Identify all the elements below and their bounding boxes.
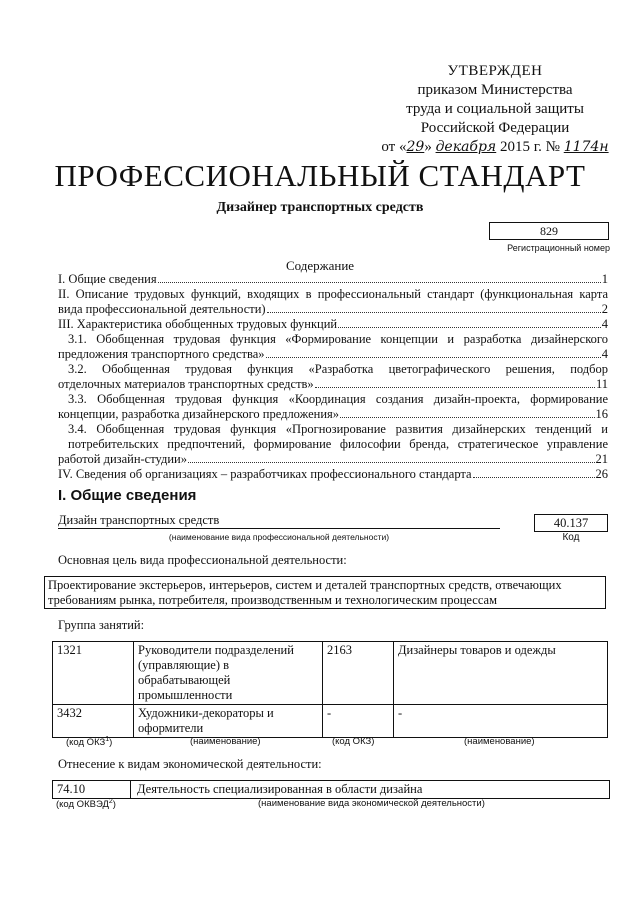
caption-text: ) [109, 737, 113, 749]
econ-caption [56, 798, 116, 810]
group-caption [66, 736, 112, 748]
order-line [380, 138, 610, 157]
toc-item-page: 21 [595, 452, 608, 466]
caption-text: (код ОКЗ [66, 737, 106, 749]
order-number: 1174н [563, 139, 609, 155]
okz-code-cell: 1321 [53, 642, 134, 705]
toc-item-page: 26 [595, 467, 608, 481]
document-subtitle: Дизайнер транспортных средств [216, 200, 424, 215]
group-caption: (наименование) [464, 736, 535, 747]
econ-activity-row [52, 780, 610, 799]
toc-item-text: предложения транспортного средства» [58, 347, 265, 361]
toc-item[interactable] [58, 422, 608, 467]
okz-name-cell: Руководители подразделений (управляющие) в обрабатывающей промышленности [134, 642, 323, 705]
toc-item[interactable] [58, 392, 608, 422]
toc-item-text: 3.1. Обобщенная трудовая функция «Формирование концепции и разработка дизайнерского [68, 332, 608, 346]
okz-code-cell: 2163 [323, 642, 394, 705]
toc-item-text: вида профессиональной деятельности) [58, 302, 266, 316]
section-title: I. Общие сведения [58, 487, 197, 504]
toc-item-page: 4 [601, 347, 608, 361]
toc-heading: Содержание [285, 258, 355, 273]
approval-block [380, 62, 610, 157]
registration-number: 829 [489, 222, 609, 240]
toc-item[interactable] [58, 272, 608, 287]
activity-name: Дизайн транспортных средств [58, 513, 500, 529]
toc-item-text: работой дизайн-студии» [58, 452, 187, 466]
table-row [53, 642, 608, 705]
group-caption: (код ОКЗ) [332, 736, 375, 747]
order-prefix: от « [381, 139, 407, 155]
toc-item-text: III. Характеристика обобщенных трудовых функций [58, 317, 338, 331]
toc-item-text: 3.3. Обобщенная трудовая функция «Координация создания дизайн-проекта, формирование [68, 392, 608, 406]
approval-line: Российской Федерации [420, 120, 570, 136]
okz-code-cell: 3432 [53, 705, 134, 738]
table-of-contents [58, 272, 608, 482]
activity-caption: (наименование вида профессиональной деятельности) [168, 532, 390, 542]
group-label: Группа занятий: [58, 618, 145, 632]
toc-item[interactable] [58, 332, 608, 362]
okz-name-cell: - [394, 705, 608, 738]
okz-name-cell: Художники-декораторы и оформители [134, 705, 323, 738]
okved-name-cell: Деятельность специализированная в области дизайна [137, 782, 423, 796]
order-quote: » [424, 139, 432, 155]
econ-caption: (наименование вида экономической деятельности) [258, 798, 485, 809]
okz-code-cell: - [323, 705, 394, 738]
toc-item-text: I. Общие сведения [58, 272, 157, 286]
table-row [53, 705, 608, 738]
registration-label: Регистрационный номер [507, 243, 610, 253]
approval-line: труда и социальной защиты [406, 101, 584, 117]
document-title: ПРОФЕССИОНАЛЬНЫЙ СТАНДАРТ [54, 158, 586, 193]
toc-item-page: 16 [595, 407, 608, 421]
goal-text: Проектирование экстерьеров, интерьеров, систем и деталей транспортных средств, отвечающих требованиям рынка, потребителя, производственным и технологическим процессам [44, 576, 606, 609]
toc-item[interactable] [58, 317, 608, 332]
activity-code: 40.137 [534, 514, 608, 532]
toc-item-text: 3.4. Обобщенная трудовая функция «Прогнозирование развития дизайнерских тенденций и потребительских предпочтений, формирование философии бренда, стратегическое управление [68, 422, 608, 451]
toc-item-page: 2 [601, 302, 608, 316]
occupation-groups-table [52, 641, 608, 738]
toc-item-page: 11 [595, 377, 608, 391]
toc-item-page: 1 [601, 272, 608, 286]
toc-item[interactable] [58, 287, 608, 317]
approval-line: приказом Министерства [417, 82, 573, 98]
footnote-mark[interactable]: 2 [108, 798, 113, 805]
okved-code-cell: 74.10 [53, 781, 131, 798]
toc-item[interactable] [58, 467, 608, 482]
toc-item-text: 3.2. Обобщенная трудовая функция «Разработка цветографического решения, подбор [68, 362, 608, 376]
approval-title: УТВЕРЖДЕН [447, 63, 543, 79]
order-month: декабря [435, 139, 497, 155]
group-caption: (наименование) [190, 736, 261, 747]
caption-text: (код ОКВЭД [56, 799, 109, 811]
toc-item-text: II. Описание трудовых функций, входящих в профессиональный стандарт (функциональная карта [58, 287, 608, 301]
okz-name-cell: Дизайнеры товаров и одежды [394, 642, 608, 705]
goal-label: Основная цель вида профессиональной деятельности: [58, 553, 347, 567]
toc-item[interactable] [58, 362, 608, 392]
order-day: 29 [406, 139, 425, 155]
toc-item-text: IV. Сведения об организациях – разработчиках профессионального стандарта [58, 467, 472, 481]
footnote-mark[interactable]: 1 [105, 736, 110, 743]
code-caption: Код [562, 532, 580, 543]
toc-item-text: отделочных материалов транспортных средств» [58, 377, 314, 391]
caption-text: ) [112, 799, 116, 811]
toc-item-page: 4 [601, 317, 608, 331]
toc-item-text: концепции, разработка дизайнерского предложения» [58, 407, 340, 421]
econ-label: Отнесение к видам экономической деятельности: [58, 757, 322, 771]
order-year: 2015 г. № [499, 139, 560, 155]
